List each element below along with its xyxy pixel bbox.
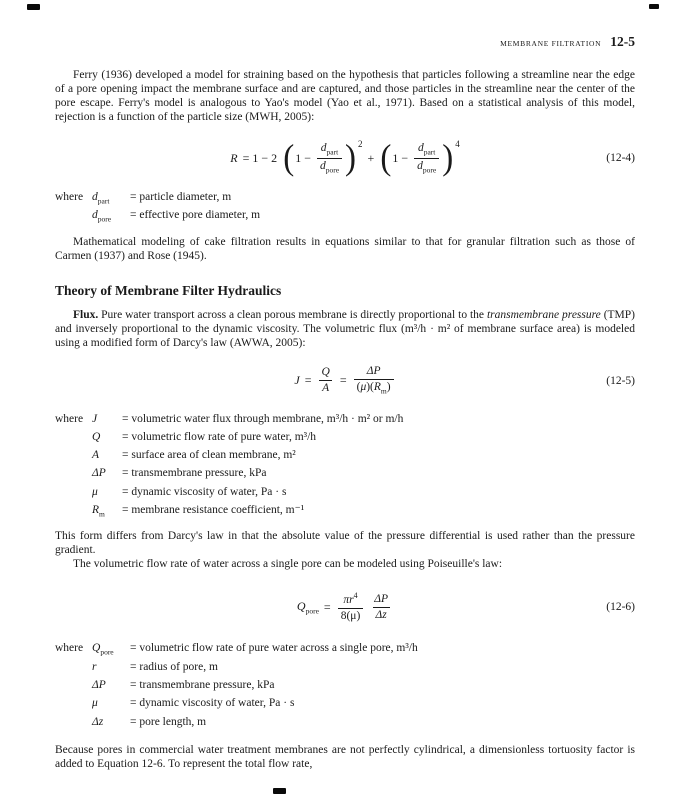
paragraph-poiseuille-intro: The volumetric flow rate of water across a single pore can be modeled using Poiseuille's law: <box>73 558 503 571</box>
where-term: A <box>92 449 100 462</box>
scan-artifact-bottom <box>273 788 286 794</box>
where-row <box>55 641 635 659</box>
paragraph-darcy-note: This form differs from Darcy's law in that the absolute value of the pressure differential is used rather than the pressure gradient. <box>55 530 635 557</box>
exponent-4: 4 <box>353 591 358 601</box>
where-definition: = transmembrane pressure, kPa <box>122 467 267 480</box>
where-row <box>55 208 635 226</box>
plus-operator: + <box>367 150 375 165</box>
variable-J: J <box>294 373 300 388</box>
equals-sign: = <box>304 373 312 388</box>
where-term: Q <box>92 430 101 443</box>
paragraph-flux: Flux. Pure water transport across a clean porous membrane is directly proportional to the transmembrane pressure (TMP) and inversely proportional to the dynamic viscosity. The volumetric flux (m³/h · m² of membrane surface area) is modeled using a modified form of Darcy's law (AWWA, 2005): <box>55 308 636 349</box>
scan-artifact-top-right <box>649 4 659 9</box>
where-term: μ <box>92 697 98 710</box>
fraction-denominator: $d_{pore}$ <box>317 158 342 176</box>
where-definition: = volumetric flow rate of pure water, m³/h <box>122 430 317 443</box>
one-minus: 1 − <box>295 150 311 165</box>
equation-12-6 <box>55 583 635 631</box>
equation-body <box>230 138 460 177</box>
fraction-dpart-dpore <box>414 141 439 176</box>
paren-group-fourth <box>379 138 460 177</box>
where-row <box>55 503 635 521</box>
where-term: Δz <box>92 715 104 728</box>
paragraph-tortuosity: Because pores in commercial water treatment membranes are not perfectly cylindrical, a dimensionless tortuosity factor is added to Equation 12-6. To represent the total flow rate, <box>55 743 635 770</box>
exponent-4: 4 <box>455 138 460 149</box>
section-heading: Theory of Membrane Filter Hydraulics <box>55 282 282 298</box>
where-definition: = dynamic viscosity of water, Pa · s <box>130 697 295 710</box>
equation-number: (12-6) <box>606 601 635 614</box>
fraction-denominator: $d_{pore}$ <box>414 158 439 176</box>
fraction-Q-A: $\frac{Q}{A}$ <box>319 365 333 396</box>
where-definition: = volumetric flow rate of pure water across a single pore, m³/h <box>130 642 418 655</box>
where-list-eq6 <box>55 641 635 732</box>
right-paren: ) <box>442 138 454 177</box>
fraction-dP-dz: $\frac{\Delta P}{\Delta z}$ <box>371 592 391 623</box>
where-term: $d_{part}$ <box>92 191 110 206</box>
where-term: ΔP <box>92 678 106 691</box>
one-minus: 1 − <box>392 150 409 165</box>
where-definition: = membrane resistance coefficient, m⁻¹ <box>122 504 305 517</box>
equation-12-4 <box>55 132 635 184</box>
paragraph-cake: Mathematical modeling of cake filtration results in equations similar to that for granular filtration such as those of Carmen (1937) and Rose (1945). <box>55 235 635 262</box>
where-definition: = particle diameter, m <box>130 191 232 203</box>
where-term: $d_{pore}$ <box>92 209 112 224</box>
italic-transmembrane-pressure: transmembrane pressure <box>486 308 601 321</box>
equals-sign: = <box>323 599 331 614</box>
where-row <box>55 430 635 448</box>
book-page <box>55 34 635 771</box>
where-list-eq4 <box>55 190 635 227</box>
running-title: MEMBRANE FILTRATION <box>500 39 602 48</box>
fraction-dP-muRm: $\frac{\Delta P}{(\mu)(R_m)}$ <box>354 364 394 397</box>
where-definition: = surface area of clean membrane, m² <box>122 449 296 462</box>
equation-number: (12-4) <box>606 152 635 164</box>
fraction-dpart-dpore <box>317 141 342 176</box>
equation-operator: = 1 − 2 <box>242 150 278 165</box>
where-term: J <box>92 412 98 425</box>
where-definition: = effective pore diameter, m <box>130 209 261 222</box>
variable-Qpore: $Q_{pore}$ <box>296 599 319 616</box>
right-paren: ) <box>345 138 357 177</box>
fraction-pir4-8mu: $\frac{\pi r^4}{8(\mu)}$ <box>338 590 364 624</box>
where-row <box>55 715 635 733</box>
where-row <box>55 190 635 208</box>
where-term: r <box>92 660 97 673</box>
fraction-numerator: $d_{part}$ <box>417 141 436 156</box>
where-row <box>55 696 635 714</box>
page-number: 12-5 <box>610 34 635 49</box>
equation-body <box>294 364 395 397</box>
where-term: $R_m$ <box>92 504 105 519</box>
where-row <box>55 485 635 503</box>
paragraph-ferry: Ferry (1936) developed a model for straining based on the hypothesis that particles following a streamline near the edge of a pore opening impact the membrane surface and are captured, and those particles in the streamline near the center of the pore escape. Ferry's model is analogous to Yao's model (Yao et al., 1971). Based on a statistical analysis of this model, rejection is a function of the particle size (MWH, 2005): <box>55 69 635 123</box>
where-definition: = transmembrane pressure, kPa <box>130 678 275 691</box>
where-definition: = pore length, m <box>130 715 207 728</box>
where-term: $Q_{pore}$ <box>92 642 114 657</box>
flux-run-in-label: Flux. <box>73 308 99 321</box>
fraction-numerator: $d_{part}$ <box>320 141 339 156</box>
where-term: ΔP <box>92 467 106 480</box>
where-row <box>55 660 635 678</box>
where-row <box>55 412 635 430</box>
where-definition: = volumetric water flux through membrane, m³/h · m² or m/h <box>122 412 404 425</box>
where-row <box>55 466 635 484</box>
left-paren: ( <box>380 138 392 177</box>
where-label: where <box>55 191 84 203</box>
equation-number: (12-5) <box>606 374 635 387</box>
paren-group-squared <box>282 138 363 177</box>
equation-12-5 <box>55 360 635 402</box>
exponent-2: 2 <box>358 138 363 149</box>
where-label: where <box>55 412 84 425</box>
where-list-eq5 <box>55 412 635 522</box>
left-paren: ( <box>283 138 295 177</box>
where-term: μ <box>92 485 98 498</box>
equation-body <box>297 590 393 624</box>
where-definition: = dynamic viscosity of water, Pa · s <box>122 485 287 498</box>
equals-sign: = <box>339 373 347 388</box>
variable-R: R <box>230 150 238 165</box>
where-row <box>55 678 635 696</box>
where-definition: = radius of pore, m <box>130 660 218 673</box>
scan-artifact-top-left <box>27 4 40 10</box>
page-header <box>55 34 635 50</box>
where-label: where <box>55 642 84 655</box>
where-row <box>55 448 635 466</box>
